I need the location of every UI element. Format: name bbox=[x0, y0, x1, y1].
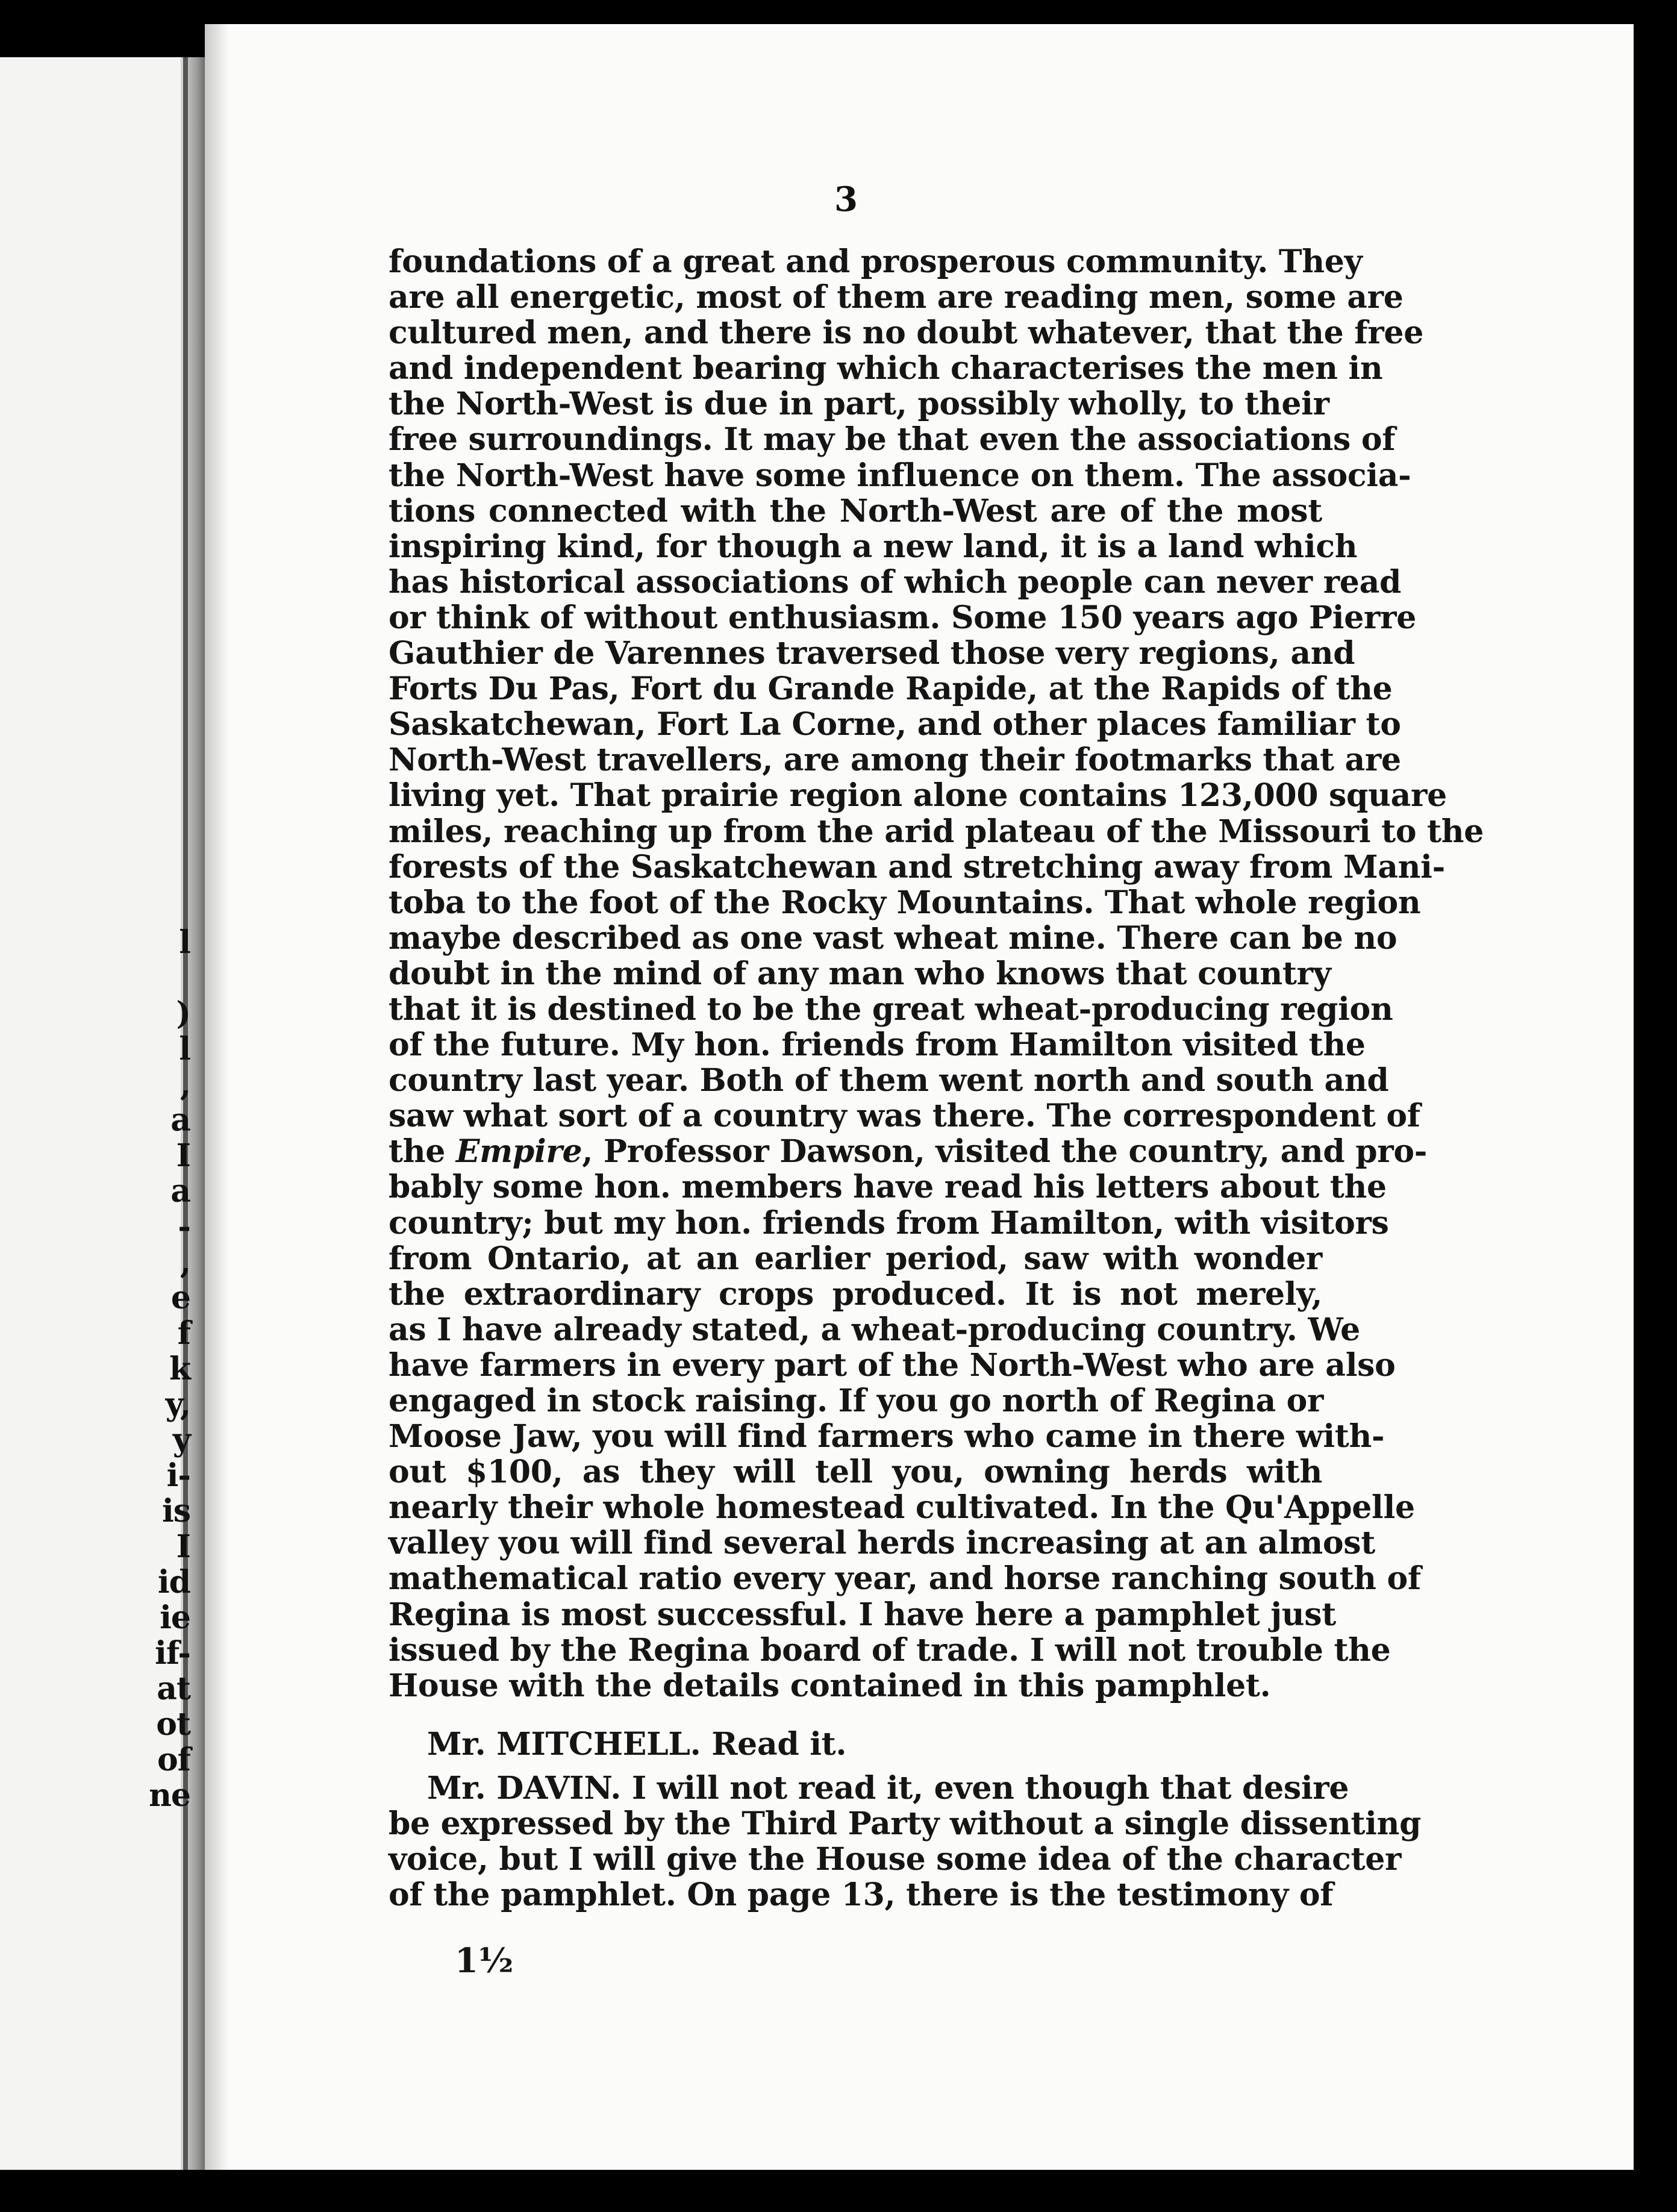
text-line: are all energetic, most of them are reading men, some are bbox=[389, 279, 1404, 316]
text-line: forests of the Saskatchewan and stretching away from Mani- bbox=[389, 848, 1445, 886]
text-line: foundations of a great and prosperous community. They bbox=[389, 243, 1363, 280]
text-line: doubt in the mind of any man who knows that country bbox=[389, 955, 1331, 992]
text-line: country last year. Both of them went north and south and bbox=[389, 1062, 1389, 1099]
text-line: engaged in stock raising. If you go north of Regina or bbox=[389, 1382, 1324, 1419]
speaker-mitchell: Mr. MITCHELL. Read it. bbox=[427, 1725, 847, 1763]
text-line: out $100, as they will tell you, owning herds with bbox=[389, 1454, 1322, 1491]
text-line: Mr. DAVIN. I will not read it, even though that desire bbox=[427, 1769, 1349, 1807]
text-line: free surroundings. It may be that even the associations of bbox=[389, 421, 1396, 458]
text-line: inspiring kind, for though a new land, it is a land which bbox=[389, 528, 1358, 565]
facing-page-fragment: y bbox=[172, 1422, 190, 1458]
text-line: nearly their whole homestead cultivated. In the Qu'Appelle bbox=[389, 1489, 1415, 1526]
text-line: saw what sort of a country was there. The correspondent of bbox=[389, 1098, 1420, 1135]
text-line: Gauthier de Varennes traversed those very regions, and bbox=[389, 635, 1355, 672]
text-line: Regina is most successful. I have here a pamphlet just bbox=[389, 1596, 1336, 1633]
facing-page-fragment: , bbox=[180, 1244, 190, 1281]
text-line: House with the details contained in this pamphlet. bbox=[389, 1667, 1271, 1704]
text-line: the North-West have some influence on them. The associa- bbox=[389, 457, 1411, 494]
text-line: or think of without enthusiasm. Some 150 years ago Pierre bbox=[389, 599, 1416, 636]
text-line: and independent bearing which characterises the men in bbox=[389, 350, 1383, 387]
text-line: of the future. My hon. friends from Hamilton visited the bbox=[389, 1026, 1366, 1064]
text-line: valley you will find several herds increasing at an almost bbox=[389, 1525, 1375, 1562]
facing-page-fragment: k bbox=[169, 1351, 190, 1387]
facing-page-fragment: l bbox=[179, 1031, 190, 1067]
text-line: of the pamphlet. On page 13, there is the testimony of bbox=[389, 1876, 1334, 1914]
text-line: country; but my hon. friends from Hamilton, with visitors bbox=[389, 1204, 1389, 1242]
facing-page-fragment: at bbox=[157, 1670, 190, 1707]
facing-page-fragment: I bbox=[176, 1528, 190, 1565]
facing-page-fragment: a bbox=[170, 1102, 190, 1139]
text-line: maybe described as one vast wheat mine. There can be no bbox=[389, 919, 1398, 957]
text-line: be expressed by the Third Party without a single dissenting bbox=[389, 1805, 1422, 1843]
text-line: tions connected with the North-West are of the most bbox=[389, 492, 1322, 530]
facing-page-fragment: e bbox=[170, 1279, 190, 1316]
text-line: has historical associations of which people can never read bbox=[389, 563, 1402, 601]
text-line: bably some hon. members have read his letters about the bbox=[389, 1169, 1387, 1206]
text-line: miles, reaching up from the arid plateau of the Missouri to the bbox=[389, 813, 1484, 850]
facing-page-fragment: y, bbox=[165, 1386, 190, 1423]
text-line: issued by the Regina board of trade. I will not trouble the bbox=[389, 1631, 1391, 1669]
paragraph-1 bbox=[389, 243, 1484, 1704]
paragraph-2 bbox=[389, 1769, 1422, 1914]
text-line: cultured men, and there is no doubt whatever, that the free bbox=[389, 314, 1424, 352]
text-line: that it is destined to be the great wheat-producing region bbox=[389, 990, 1393, 1028]
facing-page-fragment: ie bbox=[160, 1599, 190, 1636]
facing-page-fragment: id bbox=[157, 1564, 190, 1601]
facing-page-fragment: i- bbox=[166, 1457, 190, 1494]
facing-page-fragment: ) bbox=[176, 995, 190, 1032]
body-text bbox=[389, 243, 1484, 1914]
text-line: have farmers in every part of the North-West who are also bbox=[389, 1346, 1396, 1384]
text-line: mathematical ratio every year, and horse ranching south of bbox=[389, 1560, 1421, 1598]
facing-page-fragment: a bbox=[170, 1173, 190, 1210]
text-line: Forts Du Pas, Fort du Grande Rapide, at the Rapids of the bbox=[389, 670, 1393, 708]
facing-page-fragment: ot bbox=[156, 1706, 190, 1743]
text-line: Moose Jaw, you will find farmers who came in there with- bbox=[389, 1418, 1385, 1455]
text-line: North-West travellers, are among their footmarks that are bbox=[389, 742, 1401, 779]
signature-mark: 1½ bbox=[455, 1941, 514, 1981]
facing-page-fragment: , bbox=[180, 1066, 190, 1103]
text-line: living yet. That prairie region alone contains 123,000 square bbox=[389, 777, 1447, 814]
text-line: as I have already stated, a wheat-producing country. We bbox=[389, 1311, 1360, 1348]
facing-page-fragment: if- bbox=[155, 1635, 190, 1672]
page-shadow bbox=[205, 24, 229, 2170]
text-line: the North-West is due in part, possibly wholly, to their bbox=[389, 386, 1329, 423]
facing-page-fragment: f bbox=[177, 1315, 190, 1352]
facing-page-fragment: is bbox=[161, 1493, 190, 1529]
facing-page-fragment: of bbox=[157, 1742, 190, 1778]
text-line: the extraordinary crops produced. It is not merely, bbox=[389, 1275, 1322, 1313]
text-line: voice, but I will give the House some idea of the character bbox=[389, 1841, 1402, 1878]
facing-page-fragment: ne bbox=[149, 1777, 190, 1814]
text-line: toba to the foot of the Rocky Mountains. That whole region bbox=[389, 884, 1421, 921]
page-number: 3 bbox=[834, 180, 858, 219]
text-line: Saskatchewan, Fort La Corne, and other places familiar to bbox=[389, 706, 1401, 743]
facing-page-fragment: I bbox=[176, 1137, 190, 1174]
text-line: from Ontario, at an earlier period, saw with wonder bbox=[389, 1240, 1322, 1277]
facing-page-fragment: l bbox=[179, 924, 190, 961]
text-line: the Empire, Professor Dawson, visited the country, and pro- bbox=[389, 1133, 1428, 1170]
facing-page-fragment: - bbox=[178, 1208, 190, 1245]
